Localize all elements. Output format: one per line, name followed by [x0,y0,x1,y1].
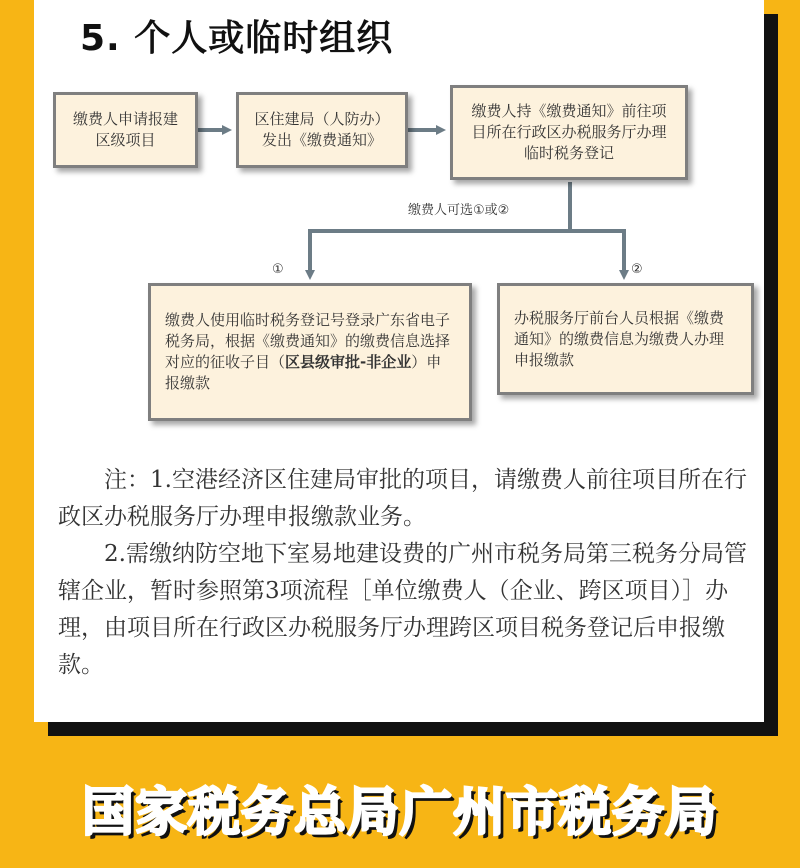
flow-step-notice-text: 区住建局（人防办）发出《缴费通知》 [254,110,390,149]
option1-marker: ① [272,262,284,277]
option1-text-part1: 缴费人使用临时税务登记号登录广东省电子税务局，根据《缴费通知》的缴费信息选择对应的征收子目（ [165,311,451,371]
note-1: 注：1.空港经济区住建局审批的项目，请缴费人前往项目所在行政区办税服务厅办理申报缴款业务。 [58,467,747,530]
flow-step-notice [236,92,408,168]
option1-text-bold: 区县级审批-非企业 [285,353,412,371]
footer-banner: 国家税务总局广州市税务局 [81,783,718,843]
option1-text-part2: ）申报缴款 [165,353,442,392]
note-2: 2.需缴纳防空地下室易地建设费的广州市税务局第三税务分局管辖企业，暂时参照第3项流程［单位缴费人（企业、跨区项目）］办理，由项目所在行政区办税服务厅办理跨区项目税务登记后申报缴款。 [58,541,747,678]
flow-step-apply [53,92,198,168]
flow-option-counter [497,283,754,395]
option-label: 缴费人可选①或② [408,203,510,218]
flow-option-counter-text: 办税服务厅前台人员根据《缴费通知》的缴费信息为缴费人办理申报缴款 [514,308,725,369]
flow-step-register-text: 缴费人持《缴费通知》前往项目所在行政区办税服务厅办理临时税务登记 [471,102,667,162]
flow-option-online-text [151,310,469,394]
section-title: 5. 个人或临时组织 [80,18,394,59]
flow-step-apply-text: 缴费人申请报建区级项目 [72,110,178,149]
notes [58,462,750,684]
option2-marker: ② [631,262,643,277]
flow-option-online [148,283,472,421]
flow-step-register [450,85,688,180]
